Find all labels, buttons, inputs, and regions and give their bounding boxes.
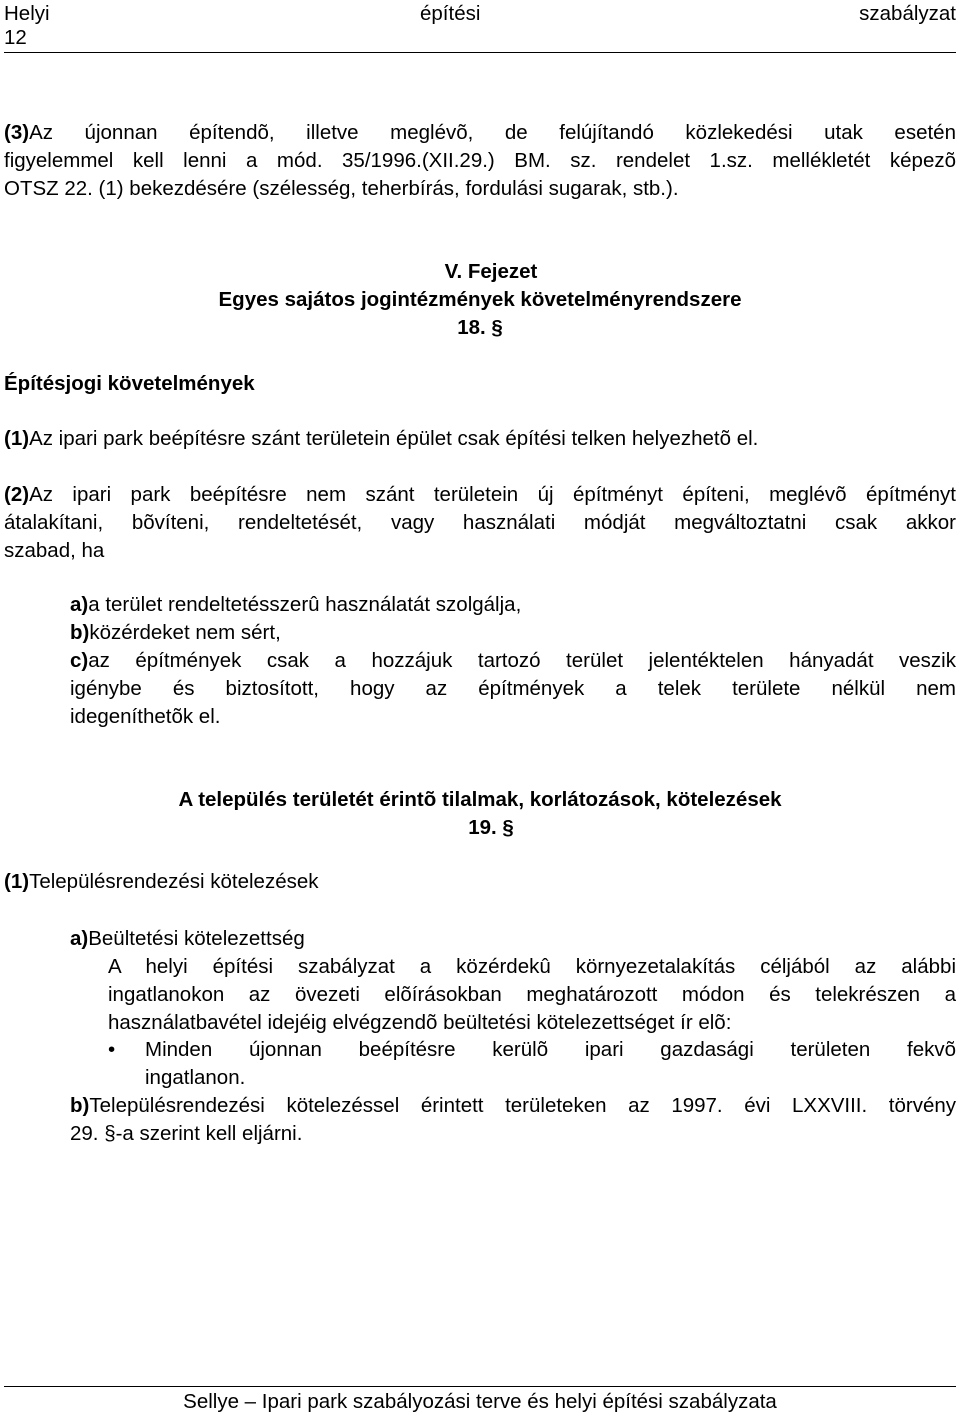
paragraph-text: Az újonnan építendõ, illetve meglévõ, de felújítandó közlekedési utak esetén <box>29 121 956 144</box>
paragraph-3-line-3: OTSZ 22. (1) bekezdésére (szélesség, teherbírás, fordulási sugarak, stb.). <box>4 177 679 200</box>
obligation-b-line-2: 29. §-a szerint kell eljárni. <box>70 1122 303 1145</box>
condition-label: c) <box>70 649 89 672</box>
section-18-paragraph-1 <box>4 425 956 453</box>
condition-text: a terület rendeltetésszerû használatát szolgálja, <box>88 593 522 616</box>
running-header-right: szabályzat <box>859 2 956 25</box>
paragraph-3 <box>4 119 956 203</box>
obligation-a-line-2: ingatlanokon az övezeti elõírásokban meghatározott módon és telekrészen a <box>108 983 956 1006</box>
chapter-subtitle: Egyes sajátos jogintézmények követelményrendszere <box>218 288 742 311</box>
obligation-label: a) <box>70 927 89 950</box>
obligation-a-line-1: A helyi építési szabályzat a közérdekû környezetalakítás céljából az alábbi <box>108 955 956 978</box>
paragraph-text: Településrendezési kötelezések <box>29 870 319 893</box>
paragraph-text: Az ipari park beépítésre szánt területein épület csak építési telken helyezhetõ el. <box>29 427 759 450</box>
section-number-18: 18. § <box>457 316 503 339</box>
heading-text: Építésjogi követelmények <box>4 372 255 395</box>
paragraph-label: (3) <box>4 121 30 144</box>
bullet-text <box>145 1036 956 1092</box>
obligation-title-text: Beültetési kötelezettség <box>88 927 305 950</box>
paragraph-2-line-3: szabad, ha <box>4 539 105 562</box>
section-number-19: 19. § <box>468 816 514 839</box>
condition-list <box>70 591 956 731</box>
bullet-line-2: ingatlanon. <box>145 1066 246 1089</box>
obligation-a-line-3: használatbavétel idejéig elvégzendõ beültetési kötelezettséget ír elõ: <box>108 1011 732 1034</box>
paragraph-2-line-1 <box>4 481 956 509</box>
paragraph-3-line-1 <box>4 119 956 147</box>
paragraph-3-line-2: figyelemmel kell lenni a mód. 35/1996.(XII.29.) BM. sz. rendelet 1.sz. mellékletét képezõ <box>4 149 956 172</box>
paragraph-label: (1) <box>4 427 30 450</box>
condition-c-line-1 <box>70 647 956 675</box>
section-18-paragraph-2 <box>4 481 956 565</box>
section-19-heading <box>0 786 960 842</box>
chapter-title: V. Fejezet <box>444 260 538 283</box>
obligation-label: b) <box>70 1094 90 1117</box>
condition-text: az építmények csak a hozzájuk tartozó terület jelentéktelen hányadát veszik <box>88 649 956 672</box>
paragraph-2-line-2: átalakítani, bõvíteni, rendeltetését, vagy használati módját megváltoztatni csak akkor <box>4 511 956 534</box>
section-19-paragraph-1 <box>4 868 319 896</box>
header-divider <box>4 52 956 53</box>
running-header-left: Helyi <box>4 2 50 25</box>
paragraph-text: Az ipari park beépítésre nem szánt területein új építményt építeni, meglévõ építményt <box>29 483 956 506</box>
footer-divider <box>4 1386 956 1387</box>
page-footer: Sellye – Ipari park szabályozási terve és helyi építési szabályzata <box>183 1390 777 1413</box>
obligation-b <box>70 1092 956 1148</box>
condition-text: közérdeket nem sért, <box>89 621 281 644</box>
paragraph-label: (1) <box>4 870 30 893</box>
condition-b <box>70 619 956 647</box>
obligation-a-body <box>108 953 956 1037</box>
bullet-list-item <box>108 1036 956 1092</box>
obligation-b-line-1 <box>70 1092 956 1120</box>
condition-label: b) <box>70 621 90 644</box>
page-number: 12 <box>4 26 27 49</box>
condition-c-line-2: igénybe és biztosított, hogy az építmények a telek területe nélkül nem <box>70 677 956 700</box>
chapter-heading <box>0 258 960 342</box>
condition-a <box>70 591 956 619</box>
bullet-icon: • <box>108 1038 116 1061</box>
obligation-text: Településrendezési kötelezéssel érintett területeken az 1997. évi LXXVIII. törvény <box>89 1094 956 1117</box>
running-header-middle: építési <box>420 2 481 25</box>
bullet-line-1: Minden újonnan beépítésre kerülõ ipari gazdasági területen fekvõ <box>145 1038 956 1061</box>
obligation-a-title <box>70 925 956 953</box>
paragraph-label: (2) <box>4 483 30 506</box>
heading-epitesjogi-kovetelmenyek <box>4 370 255 398</box>
condition-c-line-3: idegeníthetõk el. <box>70 705 221 728</box>
section-19-title: A település területét érintõ tilalmak, korlátozások, kötelezések <box>178 788 782 811</box>
condition-label: a) <box>70 593 89 616</box>
